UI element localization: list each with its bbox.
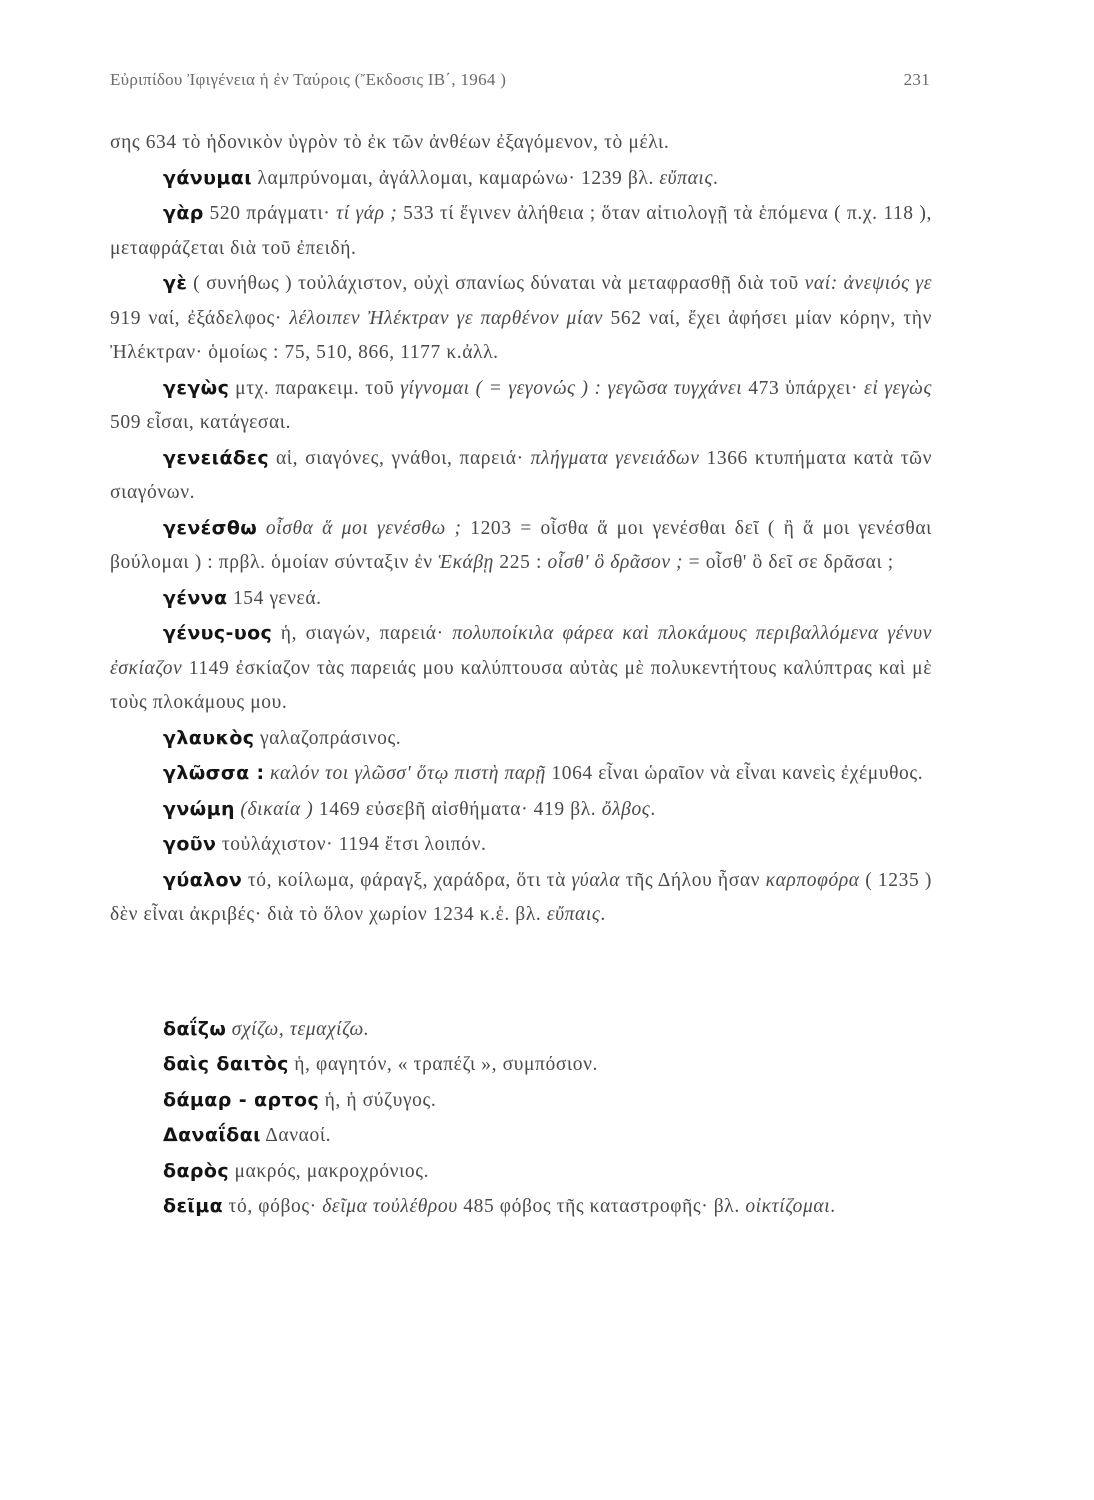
entry-definition: λαμπρύνομαι, ἀγάλλομαι, καμαρώνω· 1239 βλ. <box>252 167 660 189</box>
glossary-entry <box>163 1047 932 1083</box>
glossary-entry <box>110 863 932 933</box>
entry-headword: γοῦν <box>163 833 217 855</box>
entry-definition: . <box>600 904 606 925</box>
entry-definition: ( συνήθως ) τοὐλάχιστον, οὐχὶ σπανίως δύναται νὰ μεταφρασθῇ διὰ τοῦ <box>187 273 805 294</box>
entry-definition <box>257 518 266 539</box>
entry-headword: δαρὸς <box>163 1159 230 1182</box>
entry-citation: εὔπαις <box>546 904 601 925</box>
entry-citation: εἰ γεγὼς <box>864 377 933 399</box>
entry-headword: Δαναΐδαι <box>163 1124 261 1146</box>
entry-definition: ἡ, σιαγών, παρειά· <box>272 623 453 644</box>
entry-headword: γένυς-υος <box>163 622 273 644</box>
entry-definition: 520 πράγματι· <box>203 203 337 224</box>
entry-headword: γλαυκὸς <box>163 726 255 749</box>
glossary-entry <box>110 792 932 828</box>
entry-definition: 509 εἶσαι, κατάγεσαι. <box>110 412 292 433</box>
entry-headword: δάμαρ - αρτος <box>163 1088 320 1111</box>
glossary-entry <box>110 196 932 266</box>
running-head <box>110 70 930 90</box>
glossary-body <box>110 126 932 1225</box>
entry-definition: 533 τί ἔγινεν ἀλήθεια ; ὅταν αἰτιολογῇ τὰ ἑπόμενα ( π.χ. 118 ), μεταφράζεται διὰ τοῦ ἐπειδή. <box>110 203 932 259</box>
entry-headword: γεγὼς <box>163 376 230 399</box>
entry-citation: (δικαία ) <box>240 798 314 820</box>
glossary-entry <box>110 441 932 511</box>
entry-definition: 485 φόβος τῆς καταστροφῆς· βλ. <box>457 1196 746 1217</box>
entry-definition: μτχ. παρακειμ. τοῦ <box>229 377 401 399</box>
entry-definition: μακρός, μακροχρόνιος. <box>229 1160 430 1182</box>
entry-headword: γέννα <box>163 586 228 609</box>
entry-citation: οἶσθα ἅ μοι γενέσθω ; <box>265 517 462 539</box>
entry-headword: δαὶς δαιτὸς <box>163 1053 289 1075</box>
entry-definition: 1064 εἶναι ὡραῖον νὰ εἶναι κανεὶς ἐχέμυθος. <box>545 763 924 784</box>
entry-definition: τό, φόβος· <box>223 1196 323 1217</box>
entry-headword: γενειάδες <box>163 446 269 469</box>
glossary-entry <box>163 1154 932 1190</box>
glossary-entry <box>110 721 932 757</box>
entry-citation: γίγνομαι ( = γεγονώς ) : γεγῶσα τυγχάνει <box>400 377 743 399</box>
entry-citation: οἶσθ' ὃ δρᾶσον ; <box>547 552 684 573</box>
entry-definition: 919 ναί, ἐξάδελφος· <box>110 307 290 329</box>
entry-definition: . <box>712 167 719 189</box>
entry-definition: 1149 ἐσκίαζον τὰς παρειάς μου καλύπτουσα αὐτὰς μὲ πολυκεντήτους καλύπτρας καὶ μὲ τοὺς πλοκάμους μου. <box>110 657 932 713</box>
entry-definition: αἱ, σιαγόνες, γνάθοι, παρειά· <box>269 447 531 469</box>
entry-headword: δαΐζω <box>163 1017 227 1040</box>
glossary-section-gamma <box>110 126 932 933</box>
entry-citation: γύαλα <box>571 869 621 891</box>
entry-definition: Δαναοί. <box>260 1125 332 1146</box>
entry-citation: οἰκτίζομαι <box>745 1196 831 1217</box>
glossary-entry <box>110 756 932 792</box>
glossary-entry <box>163 1189 932 1225</box>
entry-definition: = οἶσθ' ὃ δεῖ σε δρᾶσαι ; <box>683 552 894 573</box>
entry-definition: 1469 εὐσεβῆ αἰσθήματα· 419 βλ. <box>313 798 602 820</box>
page-number: 231 <box>903 70 930 89</box>
entry-citation: ὄλβος <box>601 798 651 820</box>
entry-citation: εὔπαις <box>659 167 713 189</box>
glossary-entry <box>110 616 932 721</box>
glossary-entry <box>110 581 932 617</box>
entry-definition: σης 634 τὸ ἡδονικὸν ὑγρὸν τὸ ἐκ τῶν ἀνθέων ἐξαγόμενον, τὸ μέλι. <box>110 132 670 153</box>
glossary-entry <box>110 161 932 197</box>
glossary-entry <box>110 511 932 581</box>
entry-citation: δεῖμα τοὐλέθρου <box>322 1196 458 1217</box>
entry-definition: ἡ, φαγητόν, « τραπέζι », συμπόσιον. <box>288 1054 599 1075</box>
entry-definition: τοὐλάχιστον· 1194 ἔτσι λοιπόν. <box>216 834 487 855</box>
entry-headword: γάνυμαι <box>163 166 253 189</box>
glossary-entry <box>110 371 932 441</box>
entry-citation: πολυποίκιλα φάρεα καὶ πλοκάμους περιβαλλόμενα γένυν ἐσκίαζον <box>110 623 932 679</box>
entry-definition: 154 γενεά. <box>227 587 322 609</box>
entry-citation: πλήγματα γενειάδων <box>530 447 700 469</box>
glossary-entry <box>163 1083 932 1119</box>
entry-definition: τό, κοίλωμα, φάραγξ, χαράδρα, ὅτι τὰ <box>242 869 572 891</box>
running-head-title: Εὐριπίδου Ἰφιγένεια ἡ ἐν Ταύροις (Ἔκδοσις ΙΒ΄, 1964 ) <box>110 70 507 89</box>
glossary-entry <box>110 827 932 863</box>
entry-definition: 225 : <box>493 552 548 573</box>
entry-headword: γὲ <box>163 272 188 294</box>
entry-definition: 1366 κτυπήματα κατὰ τῶν σιαγόνων. <box>110 447 932 503</box>
entry-definition: ( 1235 ) δὲν εἶναι ἀκριβές· διὰ τὸ ὅλον χωρίον 1234 κ.ἑ. βλ. <box>110 869 932 925</box>
entry-citation: καλόν τοι γλῶσσ' ὅτῳ πιστὴ παρῇ <box>270 763 546 784</box>
entry-definition: 473 ὑπάρχει· <box>742 377 865 399</box>
entry-headword: γλῶσσα : <box>163 762 265 784</box>
entry-headword: δεῖμα <box>163 1195 224 1217</box>
entry-definition: 1203 = οἶσθα ἅ μοι γενέσθαι δεῖ ( ἢ ἅ μοι γενέσθαι βούλομαι ) : πρβλ. ὁμοίαν σύνταξιν ἐν <box>110 517 932 573</box>
entry-definition: . <box>650 798 656 820</box>
glossary-entry <box>110 126 932 161</box>
glossary-entry <box>110 266 932 371</box>
entry-definition: τῆς Δήλου ἦσαν <box>620 869 766 891</box>
entry-citation: Ἑκάβῃ <box>438 552 494 573</box>
entry-definition: ἡ, ἡ σύζυγος. <box>319 1089 437 1111</box>
entry-citation: καρποφόρα <box>765 869 860 891</box>
entry-headword: γὰρ <box>163 202 204 224</box>
entry-definition: γαλαζοπράσινος. <box>254 727 402 749</box>
entry-headword: γύαλον <box>163 868 243 891</box>
entry-citation: τί γάρ ; <box>336 203 398 224</box>
entry-citation: ναί: ἀνεψιός γε <box>804 273 933 294</box>
glossary-entry <box>163 1118 932 1154</box>
glossary-entry <box>163 1012 932 1048</box>
entry-definition: 562 ναί, ἔχει ἀφήσει μίαν κόρην, τὴν Ἠλέκτραν· ὁμοίως : 75, 510, 866, 1177 κ.ἀλλ. <box>110 307 932 363</box>
entry-citation: λέλοιπεν Ἠλέκτραν γε παρθένον μίαν <box>289 307 604 329</box>
section-gap <box>110 933 932 1012</box>
entry-citation: σχίζω, τεμαχίζω. <box>226 1018 370 1040</box>
entry-definition: . <box>830 1196 836 1217</box>
entry-headword: γνώμη <box>163 797 235 820</box>
entry-headword: γενέσθω <box>163 516 258 539</box>
glossary-section-delta <box>110 1012 932 1225</box>
